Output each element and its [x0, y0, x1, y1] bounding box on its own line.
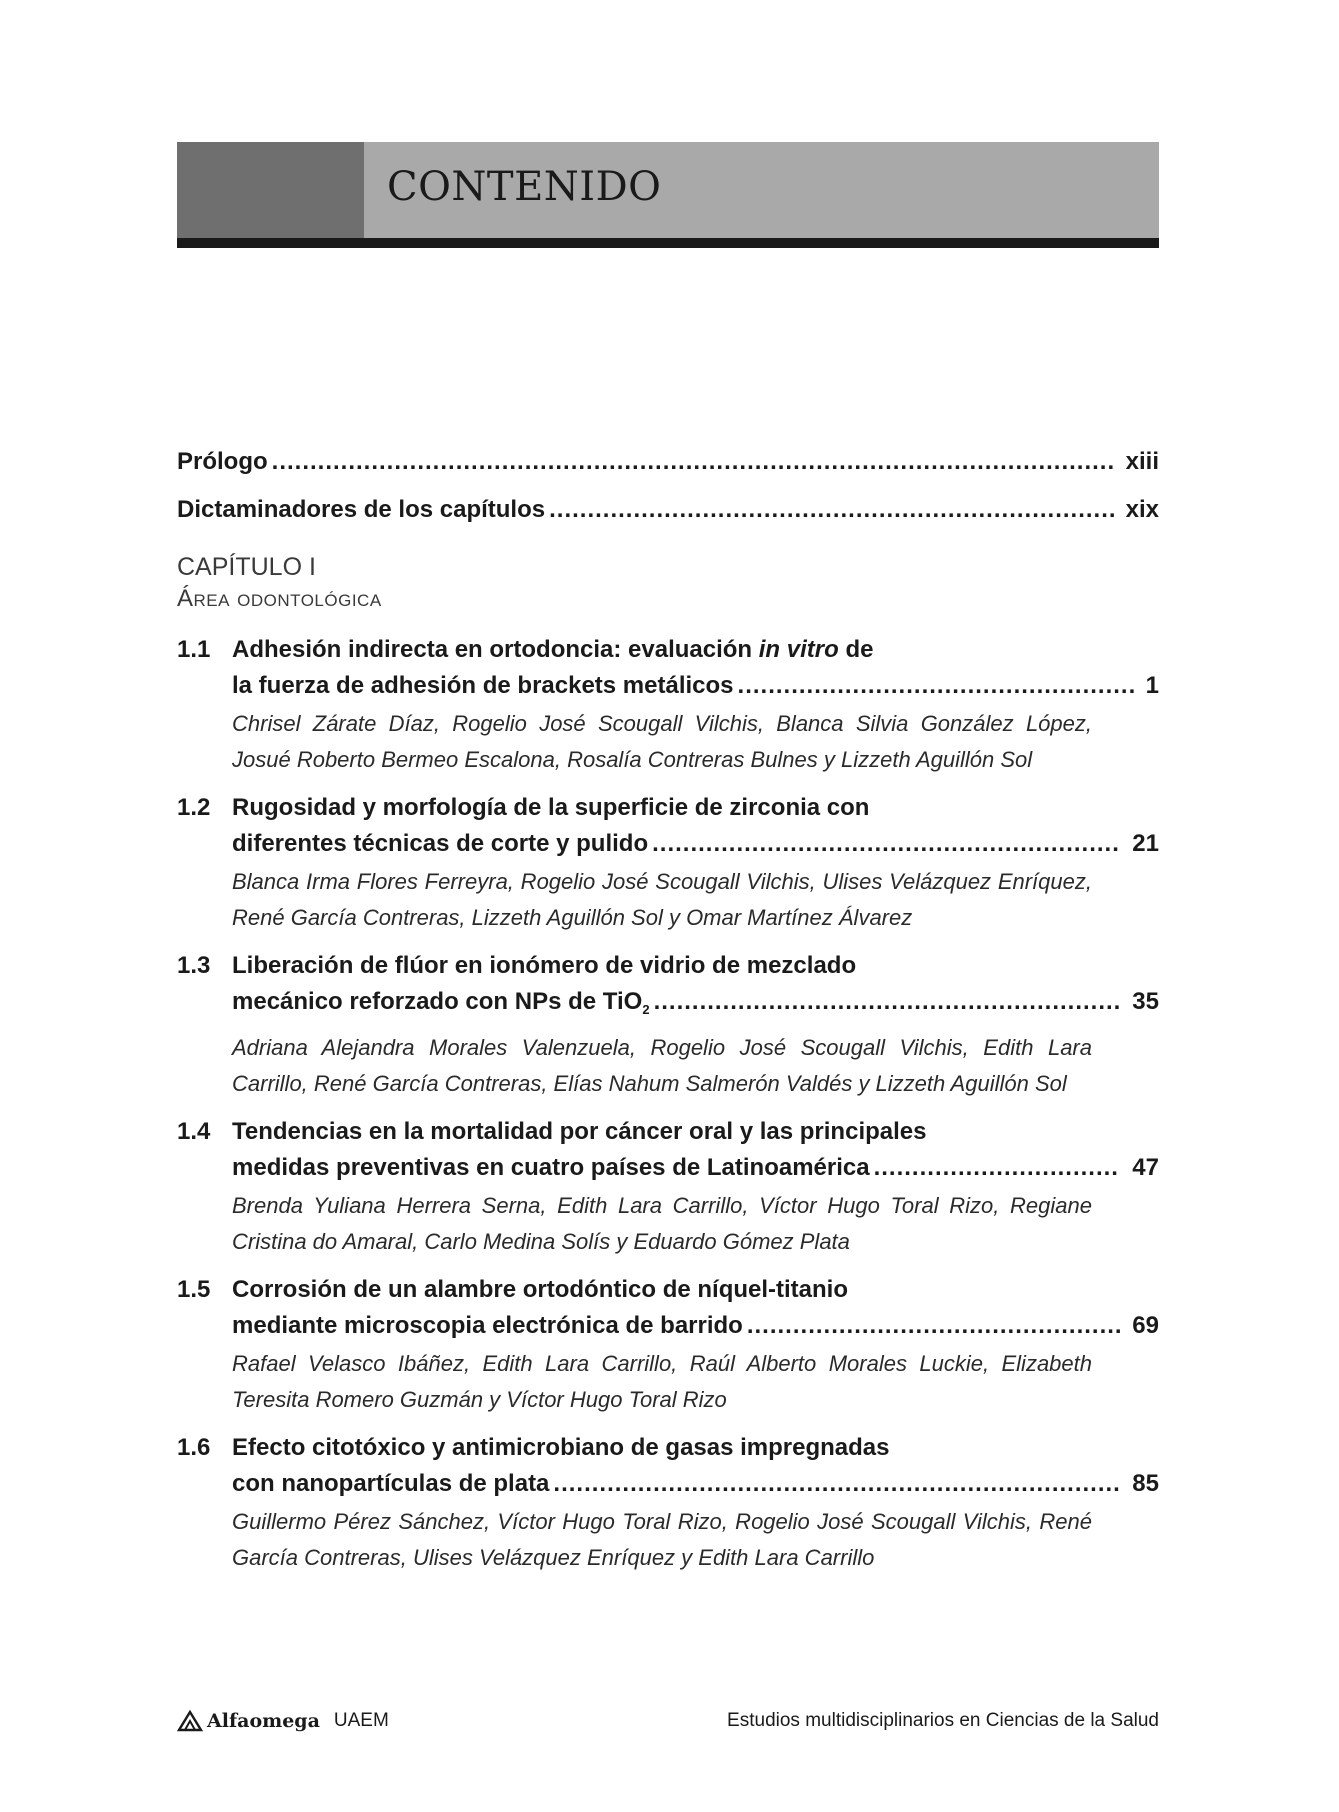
chapter-header-band [177, 142, 1159, 248]
chapter-name: Área odontológica [177, 585, 382, 612]
table-of-contents [177, 448, 1159, 1588]
header-band-rule [177, 238, 1159, 248]
entry-title-line-2: con nanopartículas de plata ..... 85 [232, 1466, 1159, 1502]
toc-page-number: xix [1125, 496, 1159, 523]
publisher-logo [177, 1710, 389, 1732]
toc-entry-1-5[interactable] [177, 1272, 1159, 1418]
entry-number: 1.5 [177, 1276, 211, 1303]
subscript: 2 [642, 1002, 650, 1017]
entry-authors: Chrisel Zárate Díaz, Rogelio José Scougall Vilchis, Blanca Silvia González López, Josué Roberto Bermeo Escalona, Rosalía Contreras Bulnes y Lizzeth Aguillón Sol [232, 711, 1092, 772]
chapter-heading [177, 550, 1159, 614]
entry-number: 1.6 [177, 1434, 211, 1461]
entry-title-line-1: Efecto citotóxico y antimicrobiano de gasas impregnadas [232, 1434, 890, 1461]
toc-front-title: Dictaminadores de los capítulos [177, 496, 546, 523]
page-footer [177, 1710, 1159, 1740]
dot-leader [874, 1150, 1121, 1186]
dot-leader [652, 826, 1120, 862]
entry-page-number: 35 [1132, 988, 1159, 1015]
entry-authors: Brenda Yuliana Herrera Serna, Edith Lara Carrillo, Víctor Hugo Toral Rizo, Regiane Cristina do Amaral, Carlo Medina Solís y Eduardo Gómez Plata [232, 1193, 1092, 1254]
entry-title-line-1: Corrosión de un alambre ortodóntico de níquel-titanio [232, 1276, 849, 1303]
entry-title-line-2: diferentes técnicas de corte y pulido ..... 21 [232, 826, 1159, 862]
dot-leader [549, 496, 1114, 524]
entry-number: 1.2 [177, 794, 211, 821]
toc-front-prologo[interactable] [177, 448, 1159, 476]
entry-number: 1.4 [177, 1118, 211, 1145]
entry-title-line-2: mecánico reforzado con NPs de TiO$_2$ ..... 35 [232, 984, 1159, 1028]
entry-page-number: 47 [1132, 1154, 1159, 1181]
entry-page-number: 69 [1132, 1312, 1159, 1339]
entry-page-number: 1 [1145, 672, 1159, 699]
toc-page-number: xiii [1125, 448, 1159, 475]
entry-authors: Guillermo Pérez Sánchez, Víctor Hugo Toral Rizo, Rogelio José Scougall Vilchis, René García Contreras, Ulises Velázquez Enríquez y Edith Lara Carrillo [232, 1509, 1092, 1570]
entry-title-line-1: Liberación de flúor en ionómero de vidrio de mezclado [232, 952, 857, 979]
dot-leader [272, 448, 1114, 476]
publisher-name: Alfaomega [207, 1710, 320, 1732]
entry-authors: Blanca Irma Flores Ferreyra, Rogelio José Scougall Vilchis, Ulises Velázquez Enríquez, René García Contreras, Lizzeth Aguillón Sol y Omar Martínez Álvarez [232, 869, 1092, 930]
entry-page-number: 21 [1132, 830, 1159, 857]
header-band-dark-block [177, 142, 364, 238]
book-title: Estudios multidisciplinarios en Ciencias de la Salud [727, 1710, 1159, 1731]
alfaomega-logo-icon [177, 1710, 203, 1732]
entry-number: 1.1 [177, 636, 211, 663]
entry-number: 1.3 [177, 952, 211, 979]
entry-title-line-2: medidas preventivas en cuatro países de Latinoamérica ..... 47 [232, 1150, 1159, 1186]
dot-leader [747, 1308, 1120, 1344]
page-title: CONTENIDO [387, 164, 662, 210]
entry-title-line-2: la fuerza de adhesión de brackets metálicos ..... 1 [232, 668, 1159, 704]
dot-leader [738, 668, 1134, 704]
toc-front-dictaminadores[interactable] [177, 496, 1159, 524]
entry-title-italic: in vitro [758, 636, 839, 663]
dot-leader [654, 984, 1121, 1020]
entry-page-number: 85 [1132, 1470, 1159, 1497]
institution-name: UAEM [333, 1710, 389, 1731]
entry-title-line-1: Adhesión indirecta en ortodoncia: evaluación in vitro de [232, 636, 874, 663]
toc-entry-1-3[interactable] [177, 948, 1159, 1102]
toc-entry-1-2[interactable] [177, 790, 1159, 936]
chapter-label: CAPÍTULO I [177, 553, 316, 581]
toc-front-title: Prólogo [177, 448, 268, 475]
entry-title-line-1: Rugosidad y morfología de la superficie de zirconia con [232, 794, 870, 821]
dot-leader [553, 1466, 1120, 1502]
toc-entry-1-1[interactable] [177, 632, 1159, 778]
entry-title-line-1: Tendencias en la mortalidad por cáncer oral y las principales [232, 1118, 927, 1145]
toc-entry-1-6[interactable] [177, 1430, 1159, 1576]
entry-authors: Adriana Alejandra Morales Valenzuela, Rogelio José Scougall Vilchis, Edith Lara Carrillo, René García Contreras, Elías Nahum Salmerón Valdés y Lizzeth Aguillón Sol [232, 1035, 1092, 1096]
entry-authors: Rafael Velasco Ibáñez, Edith Lara Carrillo, Raúl Alberto Morales Luckie, Elizabeth Teresita Romero Guzmán y Víctor Hugo Toral Rizo [232, 1351, 1092, 1412]
toc-entry-1-4[interactable] [177, 1114, 1159, 1260]
entry-title-line-2: mediante microscopia electrónica de barrido ..... 69 [232, 1308, 1159, 1344]
